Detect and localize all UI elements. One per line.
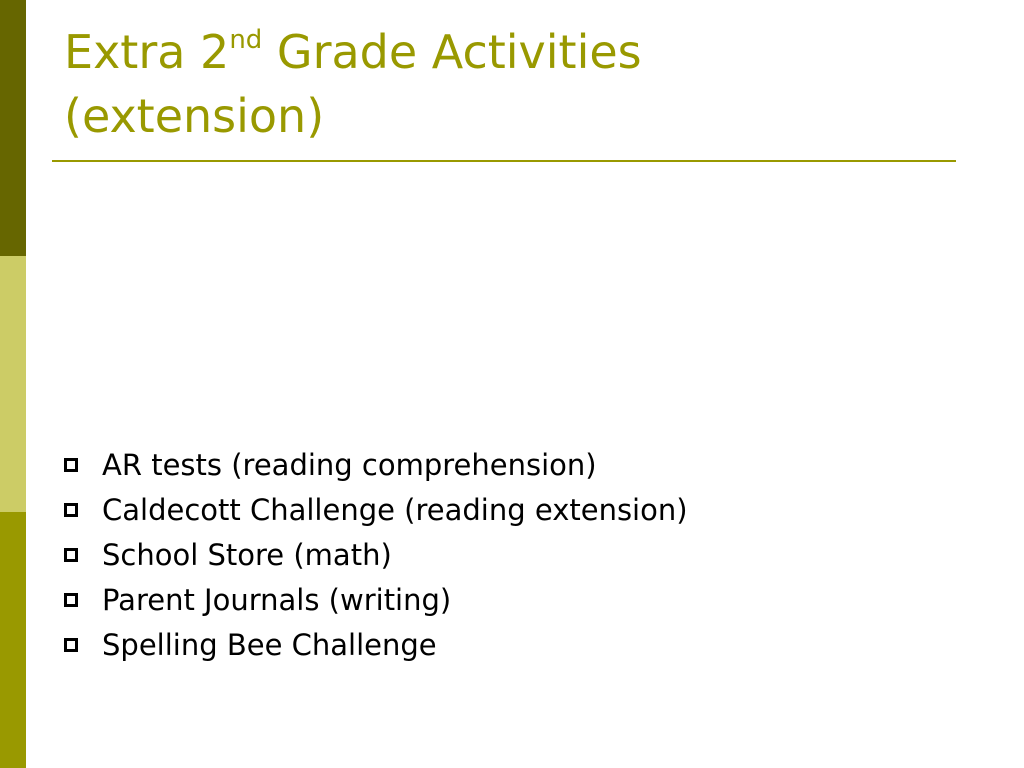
side-bar-olive-segment [0, 512, 26, 768]
hollow-square-bullet-icon [64, 503, 78, 517]
title-underline-rule [52, 160, 956, 162]
hollow-square-bullet-icon [64, 458, 78, 472]
hollow-square-bullet-icon [64, 638, 78, 652]
bullet-text: School Store (math) [102, 537, 392, 572]
title-prefix: Extra 2 [64, 25, 230, 79]
side-bar-light-segment [0, 256, 26, 512]
title-superscript: nd [229, 24, 263, 55]
list-item [64, 487, 688, 532]
list-item [64, 442, 688, 487]
side-bar-dark-segment [0, 0, 26, 256]
title-suffix: Grade Activities [262, 25, 642, 79]
hollow-square-bullet-icon [64, 593, 78, 607]
bullet-list [64, 442, 688, 667]
hollow-square-bullet-icon [64, 548, 78, 562]
title-line-2: (extension) [64, 89, 325, 143]
bullet-text: AR tests (reading comprehension) [102, 447, 597, 482]
slide-title [64, 20, 944, 148]
list-item [64, 622, 688, 667]
bullet-text: Spelling Bee Challenge [102, 627, 437, 662]
bullet-text: Caldecott Challenge (reading extension) [102, 492, 688, 527]
list-item [64, 532, 688, 577]
list-item [64, 577, 688, 622]
bullet-text: Parent Journals (writing) [102, 582, 452, 617]
